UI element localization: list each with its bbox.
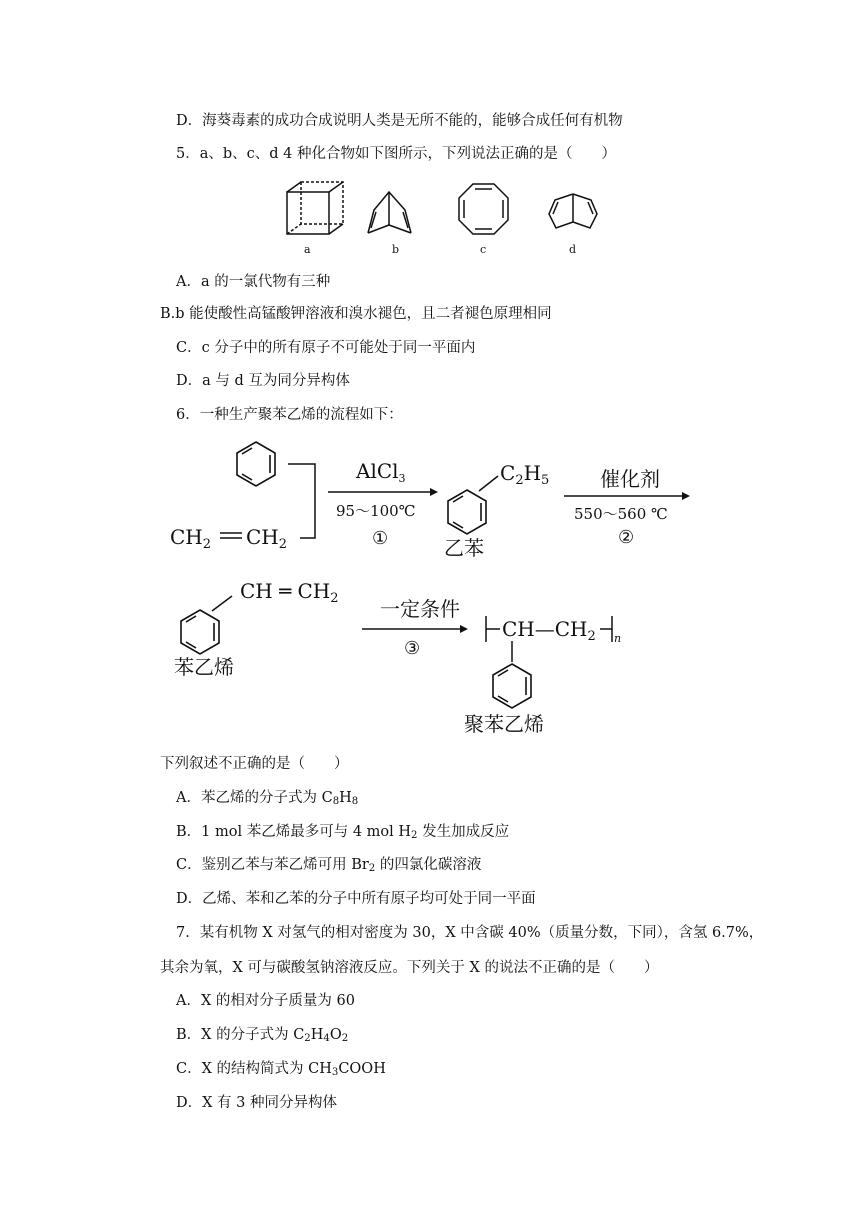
compound-d-bicyclic: [549, 194, 597, 228]
styrene-label: 苯乙烯: [174, 655, 234, 679]
q7-option-b: B．X 的分子式为 $C_2H_4O_2$: [176, 1027, 349, 1044]
q7-stem-line1: 7．某有机物 X 对氢气的相对密度为 30，X 中含碳 40%（质量分数，下同），含氢 6.7%，: [176, 925, 764, 941]
q6-option-b: B．1 mol 苯乙烯最多可与 4 mol $H_2$ 发生加成反应: [176, 824, 510, 841]
q6-option-a: A．苯乙烯的分子式为 $C_8H_8$: [176, 790, 359, 807]
styrene-ring: [181, 610, 219, 654]
step1-reagent: AlCl$_3$: [356, 459, 406, 485]
ethyl-group: $C_2H_5$: [500, 461, 550, 488]
q7-stem-line2: 其余为氧，X 可与碳酸氢钠溶液反应。下列关于 X 的说法不正确的是（ ）: [160, 960, 659, 976]
step3-number: ③: [404, 638, 421, 659]
label-d: d: [569, 243, 577, 256]
ch2-right: $CH_2$: [246, 525, 288, 552]
step3-reagent: 一定条件: [380, 597, 460, 621]
q6-stem: 6．一种生产聚苯乙烯的流程如下：: [176, 407, 403, 423]
step1-condition: 95～100℃: [336, 502, 416, 520]
vinyl-group: CH ═ $CH_2$: [240, 579, 339, 606]
ethylene-formula: [170, 525, 287, 552]
q5-option-b: B.b 能使酸性高锰酸钾溶液和溴水褪色，且二者褪色原理相同: [160, 306, 552, 322]
step1-number: ①: [372, 528, 389, 549]
compound-b-norbornadiene: [368, 192, 411, 233]
q7-option-d: D．X 有 3 种同分异构体: [176, 1095, 338, 1111]
q6-question: 下列叙述不正确的是（ ）: [160, 756, 349, 772]
q5-stem: 5．a、b、c、d 4 种化合物如下图所示，下列说法正确的是（ ）: [176, 146, 616, 162]
compound-c-cyclooctatetraene: [459, 184, 508, 234]
polystyrene-ring: [493, 664, 531, 708]
q6-option-c: C．鉴别乙苯与苯乙烯可用 $Br_2$ 的四氯化碳溶液: [176, 857, 482, 874]
polymer-n: n: [614, 632, 622, 645]
label-c: c: [480, 243, 487, 256]
q7-option-c: C．X 的结构简式为 $CH_3COOH$: [176, 1061, 386, 1078]
q6-option-d: D．乙烯、苯和乙苯的分子中所有原子均可处于同一平面: [176, 891, 536, 907]
q5-option-a: A．a 的一氯代物有三种: [176, 274, 331, 290]
polymer-unit: $CH—CH_2$: [502, 617, 596, 644]
polystyrene-label: 聚苯乙烯: [464, 712, 544, 736]
label-a: a: [304, 243, 311, 256]
q4-option-d: D．海葵毒素的成功合成说明人类是无所不能的，能够合成任何有机物: [176, 113, 623, 129]
ch2-left: $CH_2$: [170, 525, 212, 552]
benzene-ring: [237, 442, 275, 486]
q6-reaction-scheme: [160, 436, 700, 746]
q5-option-c: C．c 分子中的所有原子不可能处于同一平面内: [176, 340, 476, 356]
polymer-repeat-unit: [486, 616, 621, 662]
q5-option-d: D．a 与 d 互为同分异构体: [176, 373, 350, 389]
ethylbenzene-label: 乙苯: [444, 536, 484, 560]
compound-a-cube: [287, 182, 343, 234]
step2-reagent: 催化剂: [600, 467, 660, 491]
q5-structures-figure: [270, 176, 620, 260]
q7-option-a: A．X 的相对分子质量为 60: [176, 993, 355, 1009]
reactant-bracket: [288, 464, 315, 538]
step2-condition: 550～560 ℃: [574, 505, 668, 523]
ethylbenzene-ring: [448, 490, 486, 534]
step2-number: ②: [618, 527, 635, 548]
label-b: b: [392, 243, 400, 256]
